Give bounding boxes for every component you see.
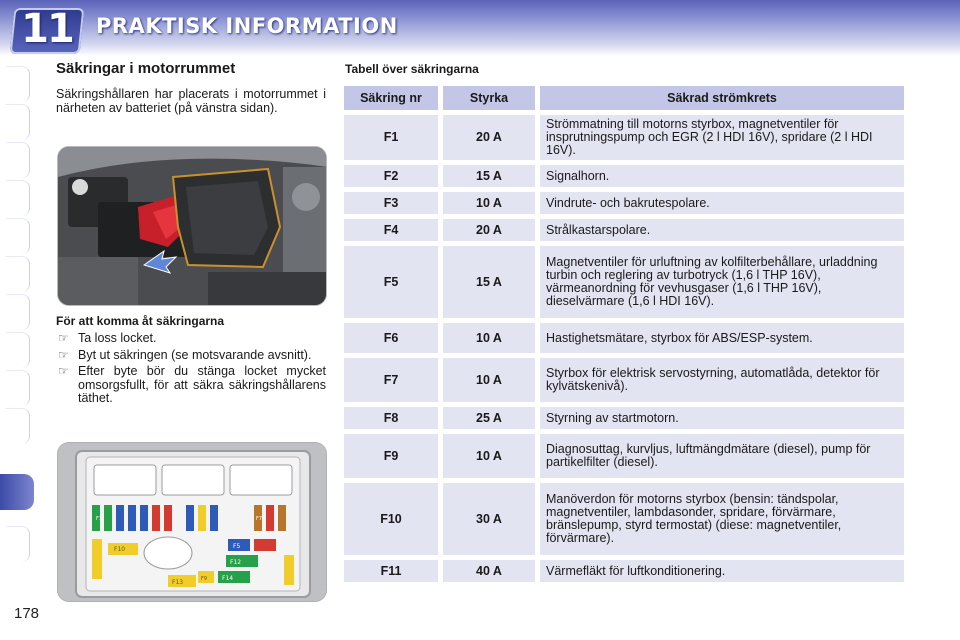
fuse-circuit: Styrning av startmotorn. [540,407,904,429]
fuse-number: F10 [344,483,438,555]
table-row [344,407,904,429]
fuse-rating: 10 A [443,434,535,478]
chapter-tab[interactable] [6,218,30,254]
chapter-tab-active[interactable] [0,474,34,510]
fuse-rating: 25 A [443,407,535,429]
chapter-tab[interactable] [6,104,30,140]
table-row [344,219,904,241]
fuse-circuit: Strömmatning till motorns styrbox, magnetventiler för insprutningspump och EGR (2 l HDI 16V), spridare (2 l HDI 16V). [540,115,904,160]
table-row [344,483,904,555]
pointing-hand-icon: ☞ [58,347,69,362]
page-title: PRAKTISK INFORMATION [96,14,398,38]
fuse-rating: 20 A [443,115,535,160]
fuse-number: F3 [344,192,438,214]
engine-bay-photo [57,146,327,306]
table-row [344,434,904,478]
table-row [344,246,904,318]
chapter-tab[interactable] [6,294,30,330]
fuse-number: F8 [344,407,438,429]
fuse-label: F14 [222,575,234,582]
column-header-fuse: Säkring nr [344,86,438,110]
chapter-tab[interactable] [6,526,30,562]
access-instructions [56,314,326,409]
table-row [344,323,904,353]
fuse-box-diagram [57,442,327,602]
table-row [344,115,904,160]
step-text: Efter byte bör du stänga locket mycket omsorgsfullt, för att säkra säkringshållarens täthet. [78,364,326,405]
table-header-row [344,86,904,110]
engine-fuses-section [56,60,326,115]
chapter-tab-rail [0,56,32,586]
pointing-hand-icon: ☞ [58,364,69,378]
fuse-table [344,86,904,587]
fuse-circuit: Diagnosuttag, kurvljus, luftmängdmätare (diesel), pump för partikelfilter (diesel). [540,434,904,478]
fuse-circuit: Magnetventiler för urluftning av kolfilterbehållare, urladdning turbin och reglering av turbotryck (1,6 l THP 16V), värmeanordning för vevhusgaser (1,6 l THP 16V), dieselvärmare (1,6 l HDI 16V). [540,246,904,318]
table-row [344,192,904,214]
list-item [56,349,326,363]
fuse-rating: 10 A [443,192,535,214]
chapter-tab[interactable] [6,332,30,368]
fuse-number: F5 [344,246,438,318]
fuse-label: F12 [230,559,242,566]
fuse-label: F7 [256,516,263,522]
fuse-circuit: Värmefläkt för luftkonditionering. [540,560,904,582]
chapter-tab[interactable] [6,66,30,102]
fuse-label: F9 [201,576,208,582]
fuse-rating: 20 A [443,219,535,241]
table-row [344,165,904,187]
fuse-rating: 40 A [443,560,535,582]
page-number: 178 [14,605,40,622]
engine-bay-illustration [58,147,327,306]
fuse-circuit: Hastighetsmätare, styrbox för ABS/ESP-system. [540,323,904,353]
fuse-circuit: Strålkastarspolare. [540,219,904,241]
table-row [344,358,904,402]
fuse-number: F6 [344,323,438,353]
fuse-number: F2 [344,165,438,187]
section-title: Säkringar i motorrummet [56,60,236,77]
chapter-number: 11 [21,6,73,52]
fuse-number: F9 [344,434,438,478]
chapter-tab[interactable] [6,142,30,178]
fuse-rating: 15 A [443,165,535,187]
fuse-rating: 30 A [443,483,535,555]
table-row [344,560,904,582]
fuse-number: F1 [344,115,438,160]
fuse-circuit: Signalhorn. [540,165,904,187]
access-title: För att komma åt säkringarna [56,314,225,328]
pointing-hand-icon: ☞ [58,331,69,345]
step-text: Byt ut säkringen (se motsvarande avsnitt). [78,347,312,362]
fuse-number: F4 [344,219,438,241]
list-item [56,365,326,406]
chapter-tab[interactable] [6,256,30,292]
fuse-circuit: Manöverdon för motorns styrbox (bensin: tändspolar, magnetventiler, lambdasonder, spridare, förvärmare, bränslepump, styrd termostat) (diese: magnetventiler, förvärmare). [540,483,904,555]
chapter-tab[interactable] [6,370,30,406]
fuse-rating: 15 A [443,246,535,318]
table-title: Tabell över säkringarna [345,62,479,76]
access-steps [56,332,326,406]
fuse-circuit: Styrbox för elektrisk servostyrning, automatlåda, detektor för kylvätskenivå). [540,358,904,402]
chapter-tab[interactable] [6,408,30,444]
fuse-box-illustration [58,443,327,602]
fuse-number: F7 [344,358,438,402]
fuse-rating: 10 A [443,323,535,353]
fuse-label: F13 [172,579,184,586]
section-intro: Säkringshållaren har placerats i motorrummet i närheten av batteriet (på vänstra sidan). [56,87,326,115]
fuse-label: F5 [233,543,241,550]
fuse-number: F11 [344,560,438,582]
chapter-tab[interactable] [6,180,30,216]
fuse-rating: 10 A [443,358,535,402]
fuse-circuit: Vindrute- och bakrutespolare. [540,192,904,214]
list-item [56,332,326,346]
fuse-label: F10 [114,546,126,553]
step-text: Ta loss locket. [78,331,157,345]
column-header-circuit: Säkrad strömkrets [540,86,904,110]
column-header-rating: Styrka [443,86,535,110]
fuse-label: F1 [96,516,103,522]
